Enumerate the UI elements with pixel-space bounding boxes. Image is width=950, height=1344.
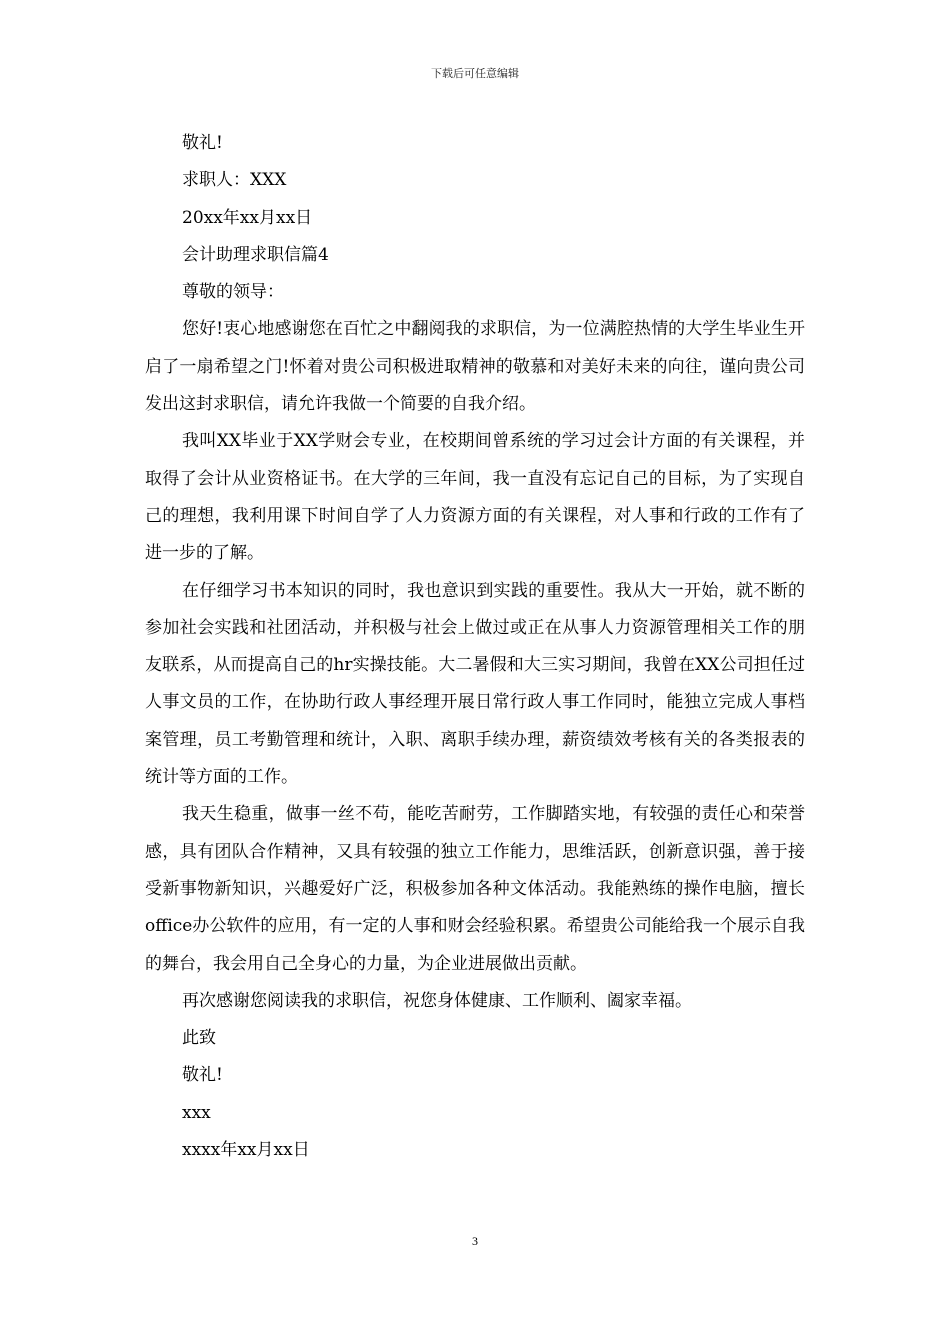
letter-body	[145, 125, 805, 1169]
paragraph-intro: 您好!衷心地感谢您在百忙之中翻阅我的求职信，为一位满腔热情的大学生毕业生开启了一扇希望之门!怀着对贵公司积极进取精神的敬慕和对美好未来的向往，谨向贵公司发出这封求职信，请允许我做一个简要的自我介绍。	[145, 319, 805, 415]
letter-title: 会计助理求职信篇4	[182, 244, 329, 265]
signature-date: xxxx年xx月xx日	[182, 1140, 310, 1161]
thanks-line: 再次感谢您阅读我的求职信，祝您身体健康、工作顺利、阖家幸福。	[182, 990, 692, 1011]
page-header: 下载后可任意编辑	[431, 67, 519, 80]
applicant-line: 求职人：XXX	[182, 170, 287, 191]
signature-name: xxx	[182, 1102, 211, 1123]
salute-line: 敬礼!	[182, 133, 223, 153]
greeting-line: 尊敬的领导：	[182, 282, 284, 303]
paragraph-character: 我天生稳重，做事一丝不苟，能吃苦耐劳，工作脚踏实地，有较强的责任心和荣誉感，具有团队合作精神，又具有较强的独立工作能力，思维活跃，创新意识强，善于接受新事物新知识，兴趣爱好广泛，积极参加各种文体活动。我能熟练的操作电脑，擅长office办公软件的应用，有一定的人事和财会经验积累。希望贵公司能给我一个展示自我的舞台，我会用自己全身心的力量，为企业进展做出贡献。	[145, 804, 805, 974]
page-number: 3	[472, 1234, 478, 1248]
closing-salute-line: 敬礼!	[182, 1065, 223, 1086]
paragraph-education: 我叫XX毕业于XX学财会专业，在校期间曾系统的学习过会计方面的有关课程，并取得了会计从业资格证书。在大学的三年间，我一直没有忘记自己的目标，为了实现自己的理想，我利用课下时间自学了人力资源方面的有关课程，对人事和行政的工作有了进一步的了解。	[145, 431, 805, 564]
paragraph-practice: 在仔细学习书本知识的同时，我也意识到实践的重要性。我从大一开始，就不断的参加社会实践和社团活动，并积极与社会上做过或正在从事人力资源管理相关工作的朋友联系，从而提高自己的hr实操技能。大二暑假和大三实习期间，我曾在XX公司担任过人事文员的工作，在协助行政人事经理开展日常行政人事工作同时，能独立完成人事档案管理，员工考勤管理和统计，入职、离职手续办理，薪资绩效考核有关的各类报表的统计等方面的工作。	[145, 580, 805, 788]
ci-zhi-line: 此致	[182, 1028, 216, 1049]
date-line: 20xx年xx月xx日	[182, 207, 313, 228]
